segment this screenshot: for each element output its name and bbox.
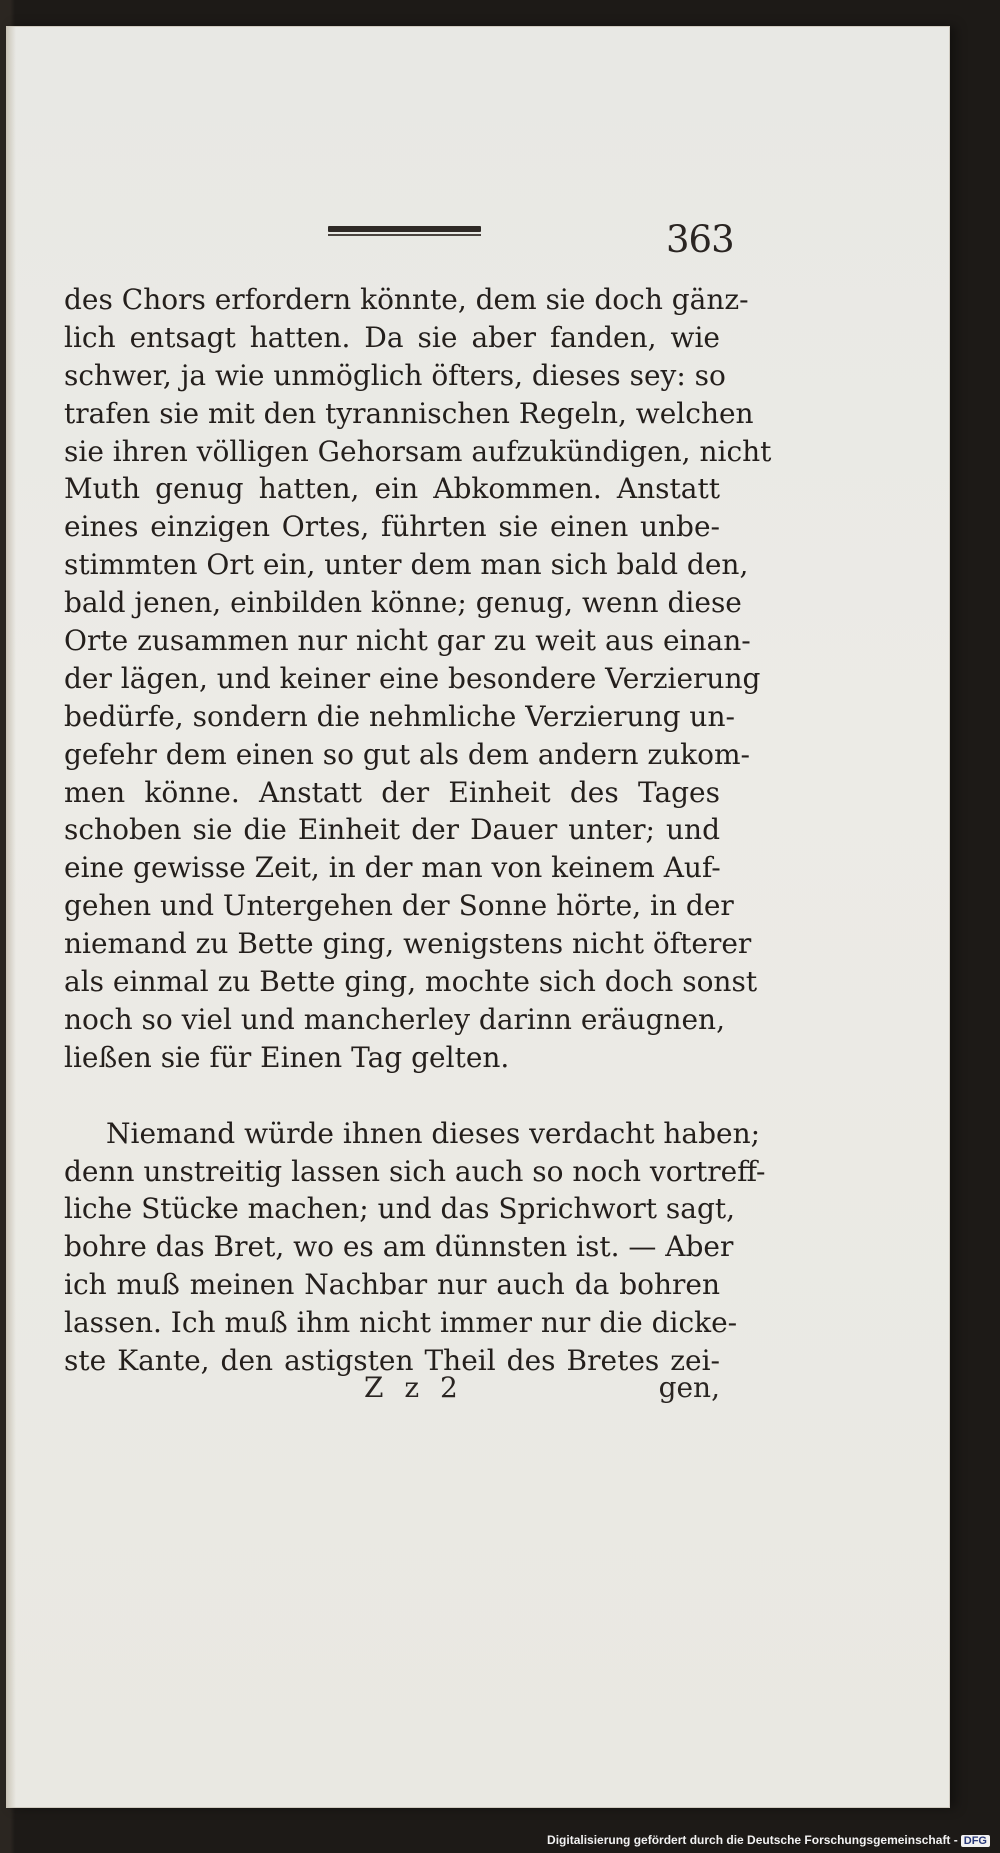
- text-line: bohre das Bret, wo es am dünnsten ist. — Aber: [64, 1230, 734, 1264]
- text-line: als einmal zu Bette ging, mochte sich doch sonst: [64, 965, 758, 999]
- credit-text: Digitalisierung gefördert durch die Deutsche Forschungsgemeinschaft -: [547, 1833, 958, 1847]
- text-line: noch so viel und mancherley darinn eräugnen,: [64, 1002, 725, 1036]
- text-line: lassen. Ich muß ihm nicht immer nur die dicke-: [64, 1306, 738, 1340]
- text-line: Orte zusammen nur nicht gar zu weit aus einan-: [64, 624, 751, 658]
- text-line: ich muß meinen Nachbar nur auch da bohren: [64, 1268, 720, 1302]
- body-text: [64, 281, 772, 1380]
- text-line: men könne. Anstatt der Einheit des Tages: [64, 775, 720, 809]
- signature-mark: Z z 2: [364, 1371, 464, 1404]
- text-line: gehen und Untergehen der Sonne hörte, in der: [64, 889, 734, 923]
- catchword: gen,: [658, 1371, 720, 1404]
- page-gutter-shadow: [6, 26, 16, 1808]
- text-line: des Chors erfordern könnte, dem sie doch gänz-: [64, 283, 749, 316]
- catch-line: [64, 1371, 720, 1409]
- text-line: gefehr dem einen so gut als dem andern zukom-: [64, 737, 751, 771]
- digitization-credit: [547, 1833, 990, 1847]
- text-line: trafen sie mit den tyrannischen Regeln, welchen: [64, 396, 754, 430]
- text-line: schoben sie die Einheit der Dauer unter; und: [64, 813, 720, 847]
- page-number: 363: [666, 218, 734, 261]
- text-line: eine gewisse Zeit, in der man von keinem Auf-: [64, 851, 721, 885]
- text-line: lich entsagt hatten. Da sie aber fanden, wie: [64, 320, 720, 354]
- dfg-logo-icon: DFG: [961, 1835, 990, 1847]
- text-line: stimmten Ort ein, unter dem man sich bald den,: [64, 548, 749, 582]
- text-line: sie ihren völligen Gehorsam aufzukündigen, nicht: [64, 434, 772, 468]
- text-line: bald jenen, einbilden könne; genug, wenn diese: [64, 586, 742, 620]
- text-line: eines einzigen Ortes, führten sie einen unbe-: [64, 510, 720, 544]
- text-line: der lägen, und keiner eine besondere Verzierung: [64, 661, 761, 695]
- header-rule: [328, 226, 481, 232]
- text-line: liche Stücke machen; und das Sprichwort sagt,: [64, 1192, 736, 1226]
- text-line: schwer, ja wie unmöglich öfters, dieses sey: so: [64, 358, 726, 392]
- text-line: niemand zu Bette ging, wenigstens nicht öfterer: [64, 927, 752, 961]
- text-line: bedürfe, sondern die nehmliche Verzierung un-: [64, 699, 735, 733]
- book-page: [6, 26, 950, 1808]
- paragraph-gap: [64, 1077, 720, 1115]
- text-line: Niemand würde ihnen dieses verdacht haben;: [106, 1116, 761, 1150]
- text-line: denn unstreitig lassen sich auch so noch vortreff-: [64, 1154, 766, 1188]
- text-line: ste Kante, den astigsten Theil des Bretes zei-: [64, 1344, 720, 1378]
- text-line: Muth genug hatten, ein Abkommen. Anstatt: [64, 472, 720, 506]
- text-line: ließen sie für Einen Tag gelten.: [64, 1040, 510, 1074]
